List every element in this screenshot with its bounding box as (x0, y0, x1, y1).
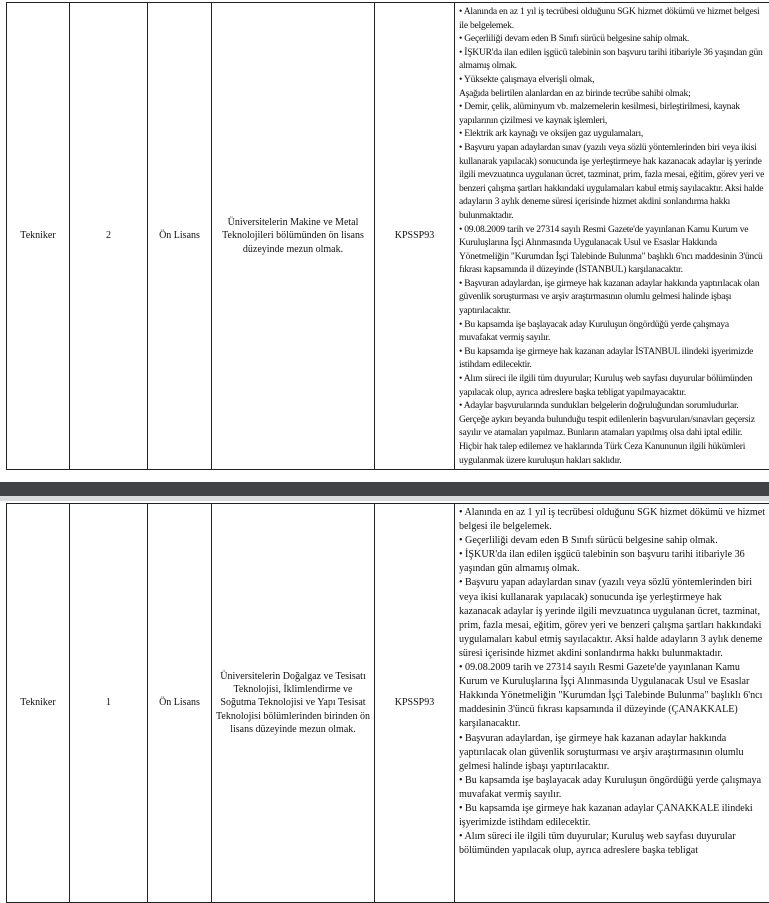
requirement-item: • Adaylar başvurularında sundukları belgelerin doğruluğundan sorumludurlar. Gerçeğe aykırı beyanda bulunduğu tespit edilenlerin başvuruları/sınavları geçersiz sayılır ve atamaları yapılmaz. Bunların atamaları yapılmış olsa dahi iptal edilir. Hiçbir hak talep edilemez ve haklarında Türk Ceza Kanununun ilgili hükümleri uygulanmak üzere kuruluşun hakları saklıdır. (459, 399, 765, 467)
section-separator (0, 482, 769, 496)
position-cell: Tekniker (7, 3, 70, 470)
requirement-item: • Başvuru yapan adaylardan sınav (yazılı veya sözlü yöntemlerinden biri veya ikisi kullanarak yapılacak) sonucunda işe yerleştirmeye hak kazanacak adaylar iş yerinde ilgili mevzuatınca uygulanan ücret, tazminat, prim, fazla mesai, eğitim, görev yeri ve benzeri çalışma şartları hakkındaki uygulamaları kabul etmiş sayılacaktır. Aksi halde adayların 3 aylık deneme süresi içerisinde hizmet akdini sonlandırma hakkı bulunmaktadır. (459, 141, 765, 223)
count-cell: 1 (70, 504, 148, 903)
requirement-item: • Geçerliliği devam eden B Sınıfı sürücü belgesine sahip olmak. (459, 534, 765, 548)
requirement-item: • Alım süreci ile ilgili tüm duyurular; Kuruluş web sayfası duyurular bölümünden yapılacak olup, ayrıca adreslere başka tebligat yapılmayacaktır. (459, 372, 765, 399)
requirement-item: • Bu kapsamda işe girmeye hak kazanan adaylar ÇANAKKALE ilindeki işyerimizde istihdam edilecektir. (459, 802, 765, 830)
education-level-cell: Ön Lisans (148, 504, 212, 903)
table-row (7, 3, 769, 470)
requirement-item: • Başvuran adaylardan, işe girmeye hak kazanan adaylar hakkında yaptırılacak olan güvenlik soruşturması ve arşiv araştırmasının olumlu gelmesi halinde işbaşı yaptırılacaktır. (459, 277, 765, 318)
job-table-2 (6, 503, 769, 903)
requirement-item: • Alanında en az 1 yıl iş tecrübesi olduğunu SGK hizmet dökümü ve hizmet belgesi ile belgelemek. (459, 5, 765, 32)
exam-cell: KPSSP93 (375, 504, 455, 903)
requirement-item: • Alanında en az 1 yıl iş tecrübesi olduğunu SGK hizmet dökümü ve hizmet belgesi ile belgelemek. (459, 506, 765, 534)
requirement-item: • İŞKUR'da ilan edilen işgücü talebinin son başvuru tarihi itibariyle 36 yaşından gün almamış olmak. (459, 46, 765, 73)
requirement-item: • Elektrik ark kaynağı ve oksijen gaz uygulamaları, (459, 127, 765, 141)
requirement-item: • İŞKUR'da ilan edilen işgücü talebinin son başvuru tarihi itibariyle 36 yaşından gün almamış olmak. (459, 548, 765, 576)
table-row (7, 504, 769, 903)
requirement-item: • Başvuran adaylardan, işe girmeye hak kazanan adaylar hakkında yaptırılacak olan güvenlik soruşturması ve arşiv araştırmasının olumlu gelmesi halinde işbaşı yaptırılacaktır. (459, 732, 765, 774)
department-cell: Üniversitelerin Doğalgaz ve Tesisatı Teknolojisi, İklimlendirme ve Soğutma Teknolojisi ve Yapı Tesisat Teknolojisi bölümlerinden birinden ön lisans düzeyinde mezun olmak. (212, 504, 375, 903)
requirement-item: • 09.08.2009 tarih ve 27314 sayılı Resmi Gazete'de yayınlanan Kamu Kurum ve Kuruluşlarına İşçi Alınmasında Uygulanacak Usul ve Esaslar Hakkında Yönetmeliğin "Kurumdan İşçi Talebinde Bulunma" başlıklı 6'ncı maddesinin 3'üncü fıkrası kapsamında il düzeyinde (İSTANBUL) karşılanacaktır. (459, 223, 765, 277)
separator-shadow (0, 496, 769, 501)
requirement-item: • Demir, çelik, alüminyum vb. malzemelerin kesilmesi, birleştirilmesi, kaynak yapılarının çizilmesi ve kaynak işlemleri, (459, 100, 765, 127)
education-level-cell: Ön Lisans (148, 3, 212, 470)
requirement-item: • Başvuru yapan adaylardan sınav (yazılı veya sözlü yöntemlerinden biri veya ikisi kullanarak yapılacak) sonucunda işe yerleştirmeye hak kazanacak adaylar iş yerinde ilgili mevzuatınca uygulanan ücret, tazminat, prim, fazla mesai, eğitim, görev yeri ve benzeri çalışma şartları hakkındaki uygulamaları kabul etmiş sayılacaktır. Aksi halde adayların 3 aylık deneme süresi içerisinde hizmet akdini sonlandırma hakkı bulunmaktadır. (459, 576, 765, 661)
requirements-cell (455, 3, 769, 470)
job-table-1 (6, 2, 769, 470)
requirements-cell (455, 504, 769, 903)
department-cell: Üniversitelerin Makine ve Metal Teknolojileri bölümünden ön lisans düzeyinde mezun olmak. (212, 3, 375, 470)
count-cell: 2 (70, 3, 148, 470)
requirement-item: • Bu kapsamda işe girmeye hak kazanan adaylar İSTANBUL ilindeki işyerimizde istihdam edilecektir. (459, 345, 765, 372)
position-cell: Tekniker (7, 504, 70, 903)
requirement-item: • Alım süreci ile ilgili tüm duyurular; Kuruluş web sayfası duyurular bölümünden yapılacak olup, ayrıca adreslere başka tebligat (459, 830, 765, 858)
requirement-item: • Bu kapsamda işe başlayacak aday Kuruluşun öngördüğü yerde çalışmaya muvafakat vermiş sayılır. (459, 774, 765, 802)
exam-cell: KPSSP93 (375, 3, 455, 470)
requirement-item: • Yüksekte çalışmaya elverişli olmak, (459, 73, 765, 87)
requirement-item: • Geçerliliği devam eden B Sınıfı sürücü belgesine sahip olmak. (459, 32, 765, 46)
requirement-item: Aşağıda belirtilen alanlardan en az birinde tecrübe sahibi olmak; (459, 87, 765, 101)
requirement-item: • Bu kapsamda işe başlayacak aday Kuruluşun öngördüğü yerde çalışmaya muvafakat vermiş sayılır. (459, 318, 765, 345)
requirement-item: • 09.08.2009 tarih ve 27314 sayılı Resmi Gazete'de yayınlanan Kamu Kurum ve Kuruluşlarına İşçi Alınmasında Uygulanacak Usul ve Esaslar Hakkında Yönetmeliğin "Kurumdan İşçi Talebinde Bulunma" başlıklı 6'ncı maddesinin 3'üncü fıkrası kapsamında il düzeyinde (ÇANAKKALE) karşılanacaktır. (459, 661, 765, 731)
